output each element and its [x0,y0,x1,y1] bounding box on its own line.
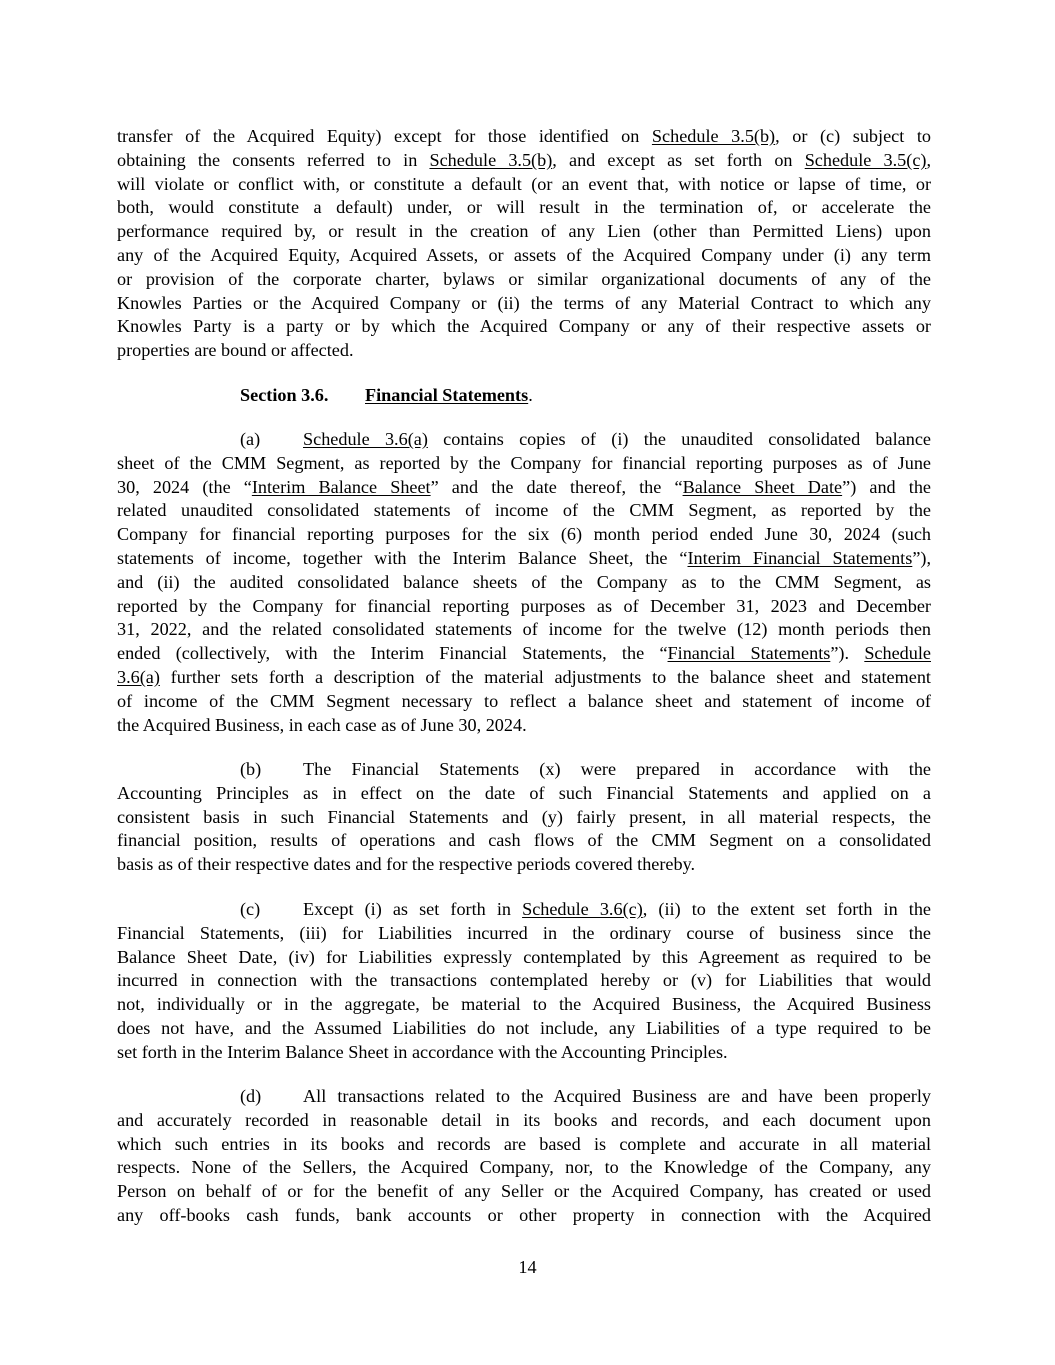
text-segment: contains copies of (i) the unaudited consolidated balance [427,429,931,449]
text-line [117,268,931,292]
text-line [117,499,931,523]
text-segment: sheet of the CMM Segment, as reported by the Company for financial reporting purposes as of June [117,452,931,473]
text-line [117,452,931,476]
text-segment: respects. None of the Sellers, the Acquired Company, nor, to the Knowledge of the Company, any [117,1157,931,1178]
paragraph-c [117,898,931,1065]
defined-term-reference: Schedule 3.5(c) [804,149,927,170]
text-line [117,523,931,547]
text-line [117,618,931,642]
text-segment: both, would constitute a default) under, or will result in the termination of, or accelerate the [117,197,931,218]
text-line [117,1156,931,1180]
page-number: 14 [518,1257,537,1277]
text-segment: ”), [912,547,931,568]
text-segment: , or (c) subject to [775,126,932,146]
text-segment: consistent basis in such Financial Statements and (y) fairly present, in all material respects, the [117,806,931,827]
defined-term-reference: Balance Sheet Date [682,476,843,497]
text-segment: set forth in the Interim Balance Sheet in accordance with the Accounting Principles. [117,1041,728,1062]
text-segment: reported by the Company for financial reporting purposes as of December 31, 2023 and December [117,595,931,616]
paragraph-b [117,758,931,877]
text-segment: incurred in connection with the transactions contemplated hereby or (v) for Liabilities that would [117,970,931,991]
text-segment: , (ii) to the extent set forth in the [642,899,931,919]
text-segment: further sets forth a description of the material adjustments to the balance sheet and statement [159,666,931,687]
paragraph-d [117,1085,931,1228]
text-line [117,196,931,220]
text-segment: obtaining the consents referred to in [117,149,430,170]
text-segment: , and except as set forth on [552,149,805,170]
text-line [117,946,931,970]
text-segment: related unaudited consolidated statements of income of the CMM Segment, as reported by the [117,500,931,521]
defined-term-reference: Schedule [864,643,931,664]
text-segment: transfer of the Acquired Equity) except for those identified on [117,126,652,146]
text-segment: Balance Sheet Date, (iv) for Liabilities expressly contemplated by this Agreement as required to be [117,946,931,967]
text-segment: financial position, results of operations and cash flows of the CMM Segment on a consolidated [117,830,931,851]
text-line [117,1041,931,1065]
text-line [117,173,931,197]
defined-term-reference: Interim Financial Statements [687,547,913,568]
text-segment: of income of the CMM Segment necessary to reflect a balance sheet and statement of income of [117,690,931,711]
text-segment: performance required by, or result in the creation of any Lien (other than Permitted Liens) upon [117,221,931,242]
text-segment: Person on behalf of or for the benefit of any Seller or the Acquired Company, has created or used [117,1181,931,1202]
text-line [117,690,931,714]
defined-term-reference: Interim Balance Sheet [251,476,431,497]
text-line [117,476,931,500]
text-segment: The Financial Statements (x) were prepared in accordance with the [303,759,931,779]
paragraph-label: (b) [240,759,262,779]
text-segment: any off-books cash funds, bank accounts or other property in connection with the Acquired [117,1204,931,1225]
text-segment: ”). [830,643,865,664]
text-segment: , [926,149,932,170]
text-line [117,571,931,595]
paragraph-continuation [117,125,931,363]
text-segment: Company for financial reporting purposes for the six (6) month period ended June 30, 2024 (such [117,524,931,545]
text-segment: the Acquired Business, in each case as of June 30, 2024. [117,714,527,735]
section-heading [240,384,533,408]
text-segment: not, individually or in the aggregate, be material to the Acquired Business, the Acquired Business [117,994,931,1015]
text-segment: Except (i) as set forth in [303,899,523,919]
text-line [117,806,931,830]
text-line [117,149,931,173]
paragraph-label: (c) [240,899,261,919]
text-segment: ” and the date thereof, the “ [430,476,683,497]
text-segment: any of the Acquired Equity, Acquired Assets, or assets of the Acquired Company under (i) any term [117,244,931,265]
section-number: Section 3.6. [240,385,329,405]
text-line [117,993,931,1017]
text-segment: will violate or conflict with, or constitute a default (or an event that, with notice or lapse of time, or [117,173,931,194]
text-line [117,339,931,363]
text-line [117,315,931,339]
defined-term-reference: 3.6(a) [117,666,160,687]
paragraph-a [117,428,931,737]
text-line [117,1204,931,1228]
text-line [117,969,931,993]
text-line [117,922,931,946]
text-segment: or provision of the corporate charter, bylaws or similar organizational documents of any of the [117,268,931,289]
text-line [117,853,931,877]
text-segment: Accounting Principles as in effect on the date of such Financial Statements and applied on a [117,782,931,803]
text-line [117,547,931,571]
section-title-period: . [528,385,533,405]
text-line [117,1133,931,1157]
text-line [117,666,931,690]
text-segment: 31, 2022, and the related consolidated statements of income for the twelve (12) month periods then [117,619,931,640]
defined-term-reference: Schedule 3.6(a) [303,429,428,449]
text-line [117,220,931,244]
text-segment: 30, 2024 (the “ [117,476,252,497]
defined-term-reference: Financial Statements [667,643,831,664]
paragraph-label: (a) [240,429,261,449]
text-line [117,1017,931,1041]
text-line [117,714,931,738]
text-line [117,428,931,452]
defined-term-reference: Schedule 3.5(b) [651,126,776,146]
text-line [117,1109,931,1133]
text-line [117,1085,931,1109]
text-segment: All transactions related to the Acquired Business are and have been properly [303,1086,931,1106]
text-segment: does not have, and the Assumed Liabilities do not include, any Liabilities of a type required to be [117,1017,931,1038]
text-segment: basis as of their respective dates and for the respective periods covered thereby. [117,854,696,875]
text-line [117,1180,931,1204]
text-segment: ”) and the [842,476,931,497]
text-line [117,244,931,268]
text-line [117,595,931,619]
text-line [117,758,931,782]
text-segment: Knowles Party is a party or by which the Acquired Company or any of their respective assets or [117,316,931,337]
text-line [117,898,931,922]
text-segment: ended (collectively, with the Interim Financial Statements, the “ [117,643,668,664]
text-segment: and accurately recorded in reasonable detail in its books and records, and each document upon [117,1109,931,1130]
defined-term-reference: Schedule 3.6(c) [522,899,643,919]
text-line [117,125,931,149]
text-segment: which such entries in its books and records are based is complete and accurate in all material [117,1133,931,1154]
text-line [117,292,931,316]
text-segment: statements of income, together with the Interim Balance Sheet, the “ [117,547,688,568]
text-line [117,829,931,853]
text-segment: properties are bound or affected. [117,340,354,361]
text-segment: and (ii) the audited consolidated balance sheets of the Company as to the CMM Segment, as [117,571,931,592]
text-segment: Knowles Parties or the Acquired Company or (ii) the terms of any Material Contract to which any [117,292,931,313]
paragraph-label: (d) [240,1086,262,1106]
defined-term-reference: Schedule 3.5(b) [429,149,553,170]
text-line [117,782,931,806]
text-line [117,642,931,666]
text-segment: Financial Statements, (iii) for Liabilities incurred in the ordinary course of business since the [117,922,931,943]
section-title: Financial Statements [365,385,529,405]
